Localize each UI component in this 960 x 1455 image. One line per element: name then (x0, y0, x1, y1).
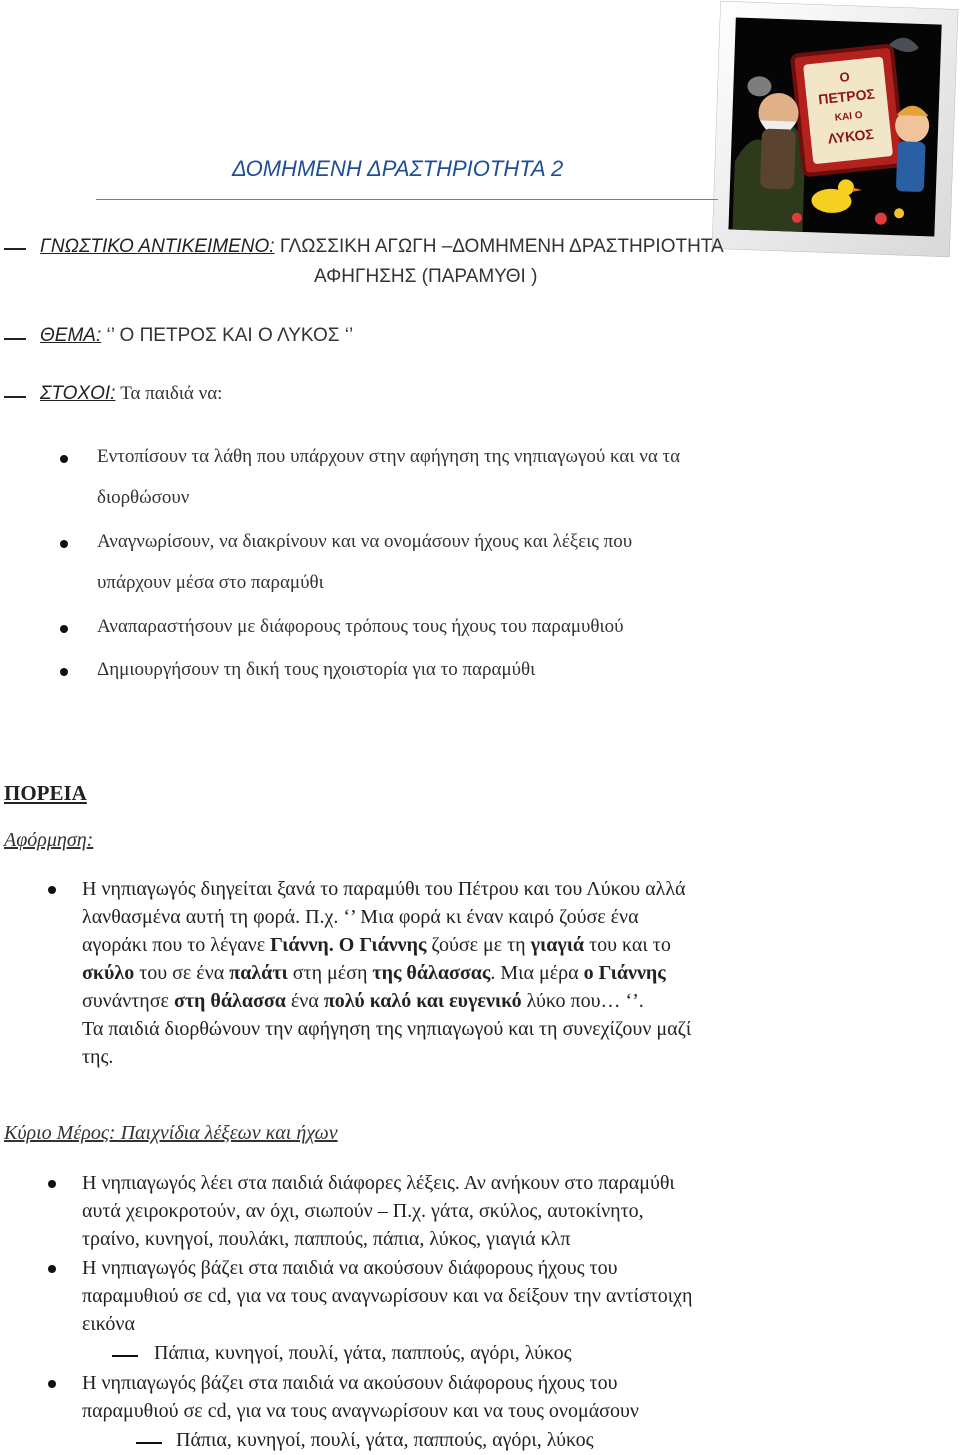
aformisi-text-line (82, 934, 671, 957)
main-text-line: παραμυθιού σε cd, για να τους αναγνωρίσουν και να τους ονομάσουν (82, 1400, 639, 1422)
aformisi-text-line: Τα παιδιά διορθώνουν την αφήγηση της νηπιαγωγού και τη συνεχίζουν μαζί (82, 1018, 692, 1040)
aformisi-text-line (82, 962, 666, 985)
sign-text-2: ΠΕΤΡΟΣ (817, 85, 876, 108)
emphasis-run: παλάτι (229, 962, 288, 984)
goal-item: Εντοπίσουν τα λάθη που υπάρχουν στην αφήγηση της νηπιαγωγού και να τα (97, 446, 681, 467)
text-run: του και το (584, 934, 671, 956)
goal-item: Δημιουργήσουν τη δική τους ηχοιστορία για το παραμύθι (97, 659, 536, 680)
dash-marker (4, 338, 26, 340)
main-text-line: παραμυθιού σε cd, για να τους αναγνωρίσουν και να δείξουν την αντίστοιχη (82, 1285, 693, 1307)
emphasis-run: στη θάλασσα (173, 990, 286, 1012)
aformisi-text-line: λανθασμένα αυτή τη φορά. Π.χ. ‘’ Μια φορά κι έναν καιρό ζούσε ένα (82, 906, 639, 928)
title-divider (96, 199, 718, 200)
subject-value: ΓΛΩΣΣΙΚΗ ΑΓΩΓΗ –ΔΟΜΗΜΕΝΗ ΔΡΑΣΤΗΡΙΟΤΗΤΑ (279, 236, 724, 257)
goals-value: Τα παιδιά να: (120, 383, 223, 404)
bullet-icon (48, 1265, 56, 1273)
dash-marker (112, 1355, 138, 1357)
bullet-icon (48, 1380, 56, 1388)
theme-value: ‘’ Ο ΠΕΤΡΟΣ ΚΑΙ Ο ΛΥΚΟΣ ‘’ (106, 325, 354, 346)
subject-label: ΓΝΩΣΤΙΚΟ ΑΝΤΙΚΕΙΜΕΝΟ: (40, 236, 275, 257)
emphasis-run: πολύ καλό και ευγενικό (323, 990, 522, 1012)
bullet-icon (60, 668, 68, 676)
main-text-line: εικόνα (82, 1313, 135, 1335)
main-sub-item: Πάπια, κυνηγοί, πουλί, γάτα, παππούς, αγόρι, λύκος (176, 1429, 594, 1451)
aformisi-text-line: Η νηπιαγωγός διηγείται ξανά το παραμύθι του Πέτρου και του Λύκου αλλά (82, 878, 686, 900)
text-run: συνάντησε (82, 990, 174, 1012)
emphasis-run: Γιάννη. (270, 934, 334, 956)
bullet-icon (60, 625, 68, 633)
aformisi-text-line: της. (82, 1046, 114, 1068)
aformisi-label: Αφόρμηση: (4, 829, 94, 851)
subject-line (40, 236, 724, 258)
text-run: λύκο που… ‘’. (521, 990, 644, 1012)
goal-item-continuation: διορθώσουν (97, 487, 190, 508)
goal-item: Αναγνωρίσουν, να διακρίνουν και να ονομάσουν ήχους και λέξεις που (97, 531, 633, 552)
theme-label: ΘΕΜΑ: (40, 325, 102, 346)
dash-marker (4, 396, 26, 398)
emphasis-run: γιαγιά (530, 934, 585, 956)
bullet-icon (48, 886, 56, 894)
goal-item-continuation: υπάρχουν μέσα στο παραμύθι (97, 572, 324, 593)
main-heading: Κύριο Μέρος: Παιχνίδια λέξεων και ήχων (4, 1122, 338, 1144)
emphasis-run: σκύλο (82, 962, 135, 984)
main-text-line: Η νηπιαγωγός βάζει στα παιδιά να ακούσουν διάφορους ήχους του (82, 1257, 618, 1279)
emphasis-run: ο Γιάννης (583, 962, 666, 984)
page-title: ΔΟΜΗΜΕΝΗ ΔΡΑΣΤΗΡΙΟΤΗΤΑ 2 (232, 156, 564, 181)
story-picture (712, 1, 959, 257)
text-run: ζούσε με τη (426, 934, 531, 956)
text-run: του σε ένα (134, 962, 230, 984)
main-sub-item: Πάπια, κυνηγοί, πουλί, γάτα, παππούς, αγόρι, λύκος (154, 1342, 572, 1364)
bullet-icon (48, 1180, 56, 1188)
poreia-heading: ΠΟΡΕΙΑ (4, 781, 87, 805)
text-run: . Μια μέρα (490, 962, 584, 984)
emphasis-run: Ο Γιάννης (338, 934, 427, 956)
sign-text-1: Ο (838, 69, 851, 86)
theme-line (40, 325, 353, 347)
sign-text-3: ΚΑΙ Ο (834, 109, 864, 124)
emphasis-run: της θάλασσας (372, 962, 491, 984)
main-text-line: Η νηπιαγωγός λέει στα παιδιά διάφορες λέξεις. Αν ανήκουν στο παραμύθι (82, 1172, 675, 1194)
goal-item: Αναπαραστήσουν με διάφορους τρόπους τους ήχους του παραμυθιού (97, 616, 624, 637)
subject-value-2: ΑΦΗΓΗΣΗΣ (ΠΑΡΑΜΥΘΙ ) (314, 266, 538, 287)
text-run: στη μέση (287, 962, 373, 984)
bullet-icon (60, 540, 68, 548)
goals-label: ΣΤΟΧΟΙ: (40, 383, 116, 404)
goals-line (40, 383, 222, 405)
main-text-line: τραίνο, κυνηγοί, πουλάκι, παππούς, πάπια, λύκος, γιαγιά κλπ (82, 1228, 571, 1250)
bullet-icon (60, 455, 68, 463)
main-text-line: αυτά χειροκροτούν, αν όχι, σιωπούν – Π.χ. γάτα, σκύλος, αυτοκίνητο, (82, 1200, 644, 1222)
dash-marker (4, 248, 26, 250)
text-run: ένα (285, 990, 324, 1012)
text-run: αγοράκι που το λέγανε (82, 934, 271, 956)
aformisi-text-line (82, 990, 644, 1013)
dash-marker (136, 1442, 162, 1444)
main-text-line: Η νηπιαγωγός βάζει στα παιδιά να ακούσουν διάφορους ήχους του (82, 1372, 618, 1394)
sign-text-4: ΛΥΚΟΣ (826, 125, 875, 147)
